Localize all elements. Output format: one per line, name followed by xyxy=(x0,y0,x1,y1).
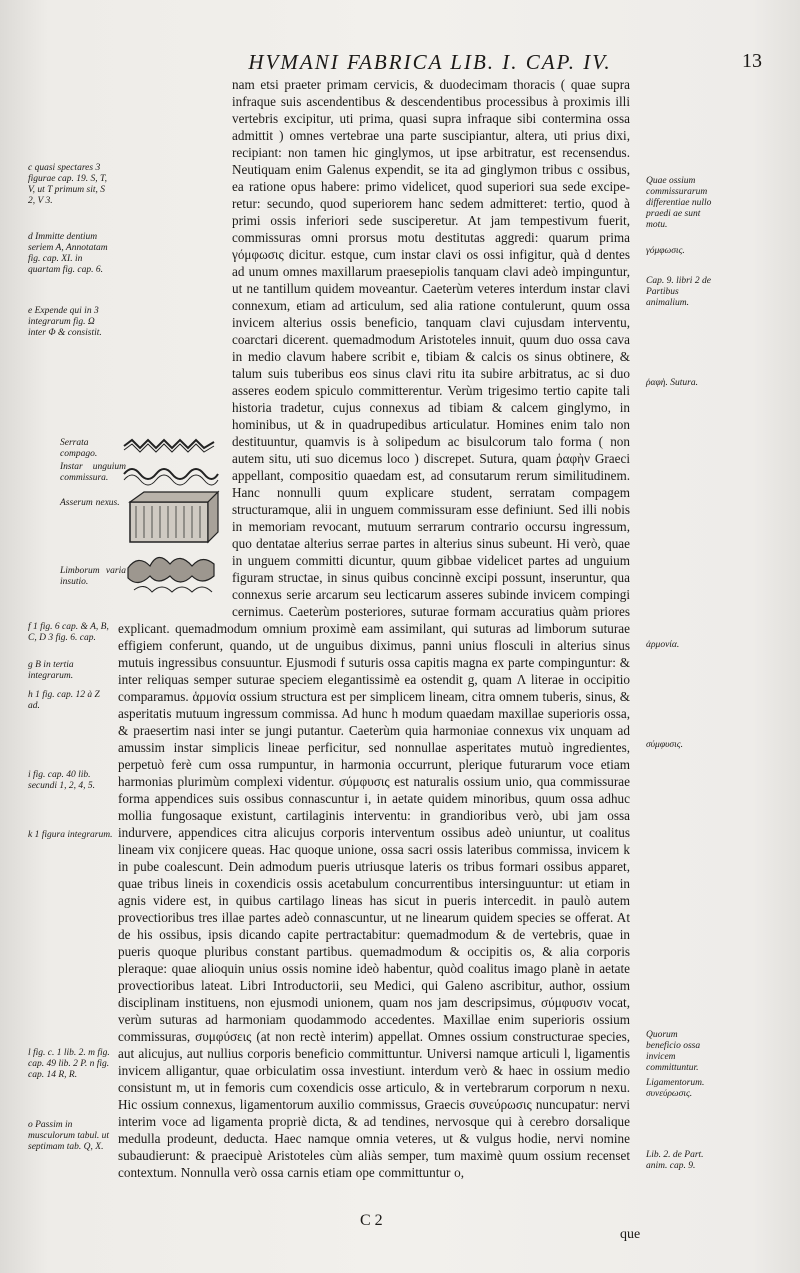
catchword: que xyxy=(620,1227,641,1242)
margin-note: ῥαφὴ. Sutura. xyxy=(646,378,698,388)
margin-note: Quorum beneficio ossa invicem committuntur. xyxy=(646,1030,701,1073)
margin-note: k 1 figura integrarum. xyxy=(28,830,113,840)
figure-caption-limborum: Limborum varia insutio. xyxy=(60,566,126,587)
margin-note: o Passim in musculorum tabul. ut septimam tab. Q, X. xyxy=(28,1120,110,1152)
margin-note: γόμφωσις. xyxy=(646,246,685,256)
figure-caption-unguium: Instar unguium commissura. xyxy=(60,462,126,483)
body-paragraph: nam etsi praeter primam cervicis, & duodecimam thoracis ( quae supra infraque suis ascendentibus & descendentibus processibus à proximis illi vertebris excipitur, uti prima, quasi supra infraque sibi contermina ossa admittit ) omnes vertebrae una parte suscipiantur, altera, uti prius dixi, recipiant: non tamen hic ginglymos, ut ipse arbitratur, est recensendus. Neutiquam enim Galenus expendit, se ita ad ginglymon tribus c ossibus, ea ratione opus habere: primo videlicet, quod superiori sua sede excipe- retur: secundo, quod superiorem hanc sedem admitteret: tertio, quod à primi ossis inferiori sede susciperetur. At jam tempestivum fuerit, commissuras omni prorsus motu destitutas aggredi: quarum prima γόμφωσις dicitur. estque, cum instar clavi os ossi infigitur, quà d dentes ad unum omnes maxillarum praesepiolis tanquam clavi adeò impinguntur, ut ne tantillum quidem moveantur. Caeterùm veteres interdum instar clavi connexum, etiam ad articulum, sed alia ratione contulerunt, quum ossa invicem alterius ossis beneficio, tanquam clavi cujusdam interventu, coarctari dicerent. quemadmodum Aristoteles innuit, quum duo ossa cava in medio clavum habere scribit e, tibiam & calcis os sinus obtinere, & talum suis tuberibus eos sinus clavi ritu ita subire arbitratus, ac si duo asseres eodem spiculo committerentur. Verùm trigesimo tertio capite tali historia tradetur, cujus connexus ad tibiam & calcem ginglymo, in hominibus, ut & in quadrupedibus articulatur. Homines enim talo non destituuntur, quamvis is à solipedum ac bisulcorum talo forma ( non autem situ, uti suo dicemus loco ) discrepet. Sutura, quam ῥαφὴν Graeci appellant, compositio quaedam est, ad consutarum rerum similitudinem. Hanc nonnulli quum explicare student, serratam compagem structuramque, alii in unguem commissuram esse definiunt. Sed illi nobis in memoriam revocant, mutuum serrarum contrario occursu ingressum, quo dentatae alterius serrae partes in alterius sinus subeunt. Hi verò, quae in unguem committi dicuntur, quum gibbae videlicet partes ad unguium figuram structae, in sinus quibus concinnè excipi possunt, inseruntur, qua connexus serie arcarum seu lecticarum asseres subinde invicem compingi cernimus. Caeterùm posteriores, suturae formam accuratius quàm priores explicant. quemadmodum omnium proximè eam assimilant, qui suturas ad limborum suturae effigiem conferunt, quando, ut de unguibus diximus, panni unius flosculi in alterius sinus mutuis ingressibus consuuntur. Ejusmodi f suturis ossa capitis magna ex parte compinguntur: & inter reliquas semper suturae speciem elegantissimè ea ostendit g, quam Λ literae in occipitio comparamus. ἁρμονία ossium structura est per simplicem lineam, citra omnem tuberis, sinus, & asperitatis mutuum ingressum commissa. Ad hunc h modum quaedam maxillae superioris ossa, & praesertim nasi inter se jungi putantur. Caeterùm quia harmoniae connexus vix unquam ad amussim instar simplicis lineae perficitur, sed nonnullae asperitates mutuò ingredientes, perpetuò ferè cum ossa rumpuntur, in harmonia occurrunt, plerique futurarum voce etiam harmonias plurimùm complexi videntur. σύμφυσις est naturalis ossium unio, qua commissurae forma appendices suis ossibus connascuntur i, in aetate quidem minoribus, quum ossa adhuc mollia fungosaque existunt, cartilaginis interventu: in grandioribus verò, ubi jam ossa indurvere, appendices citra alicujus corporis interventum ossibus adeò uniuntur, ut coalitus lineam vix conjicere queas. Hac quoque unione, ossa sacri ossis lateribus commissa, invicem k in pube coalescunt. Dein admodum pueris utriusque lateris os tribus formari ossibus apparet, quae tribus lineis in coxendicis ossis acetabulum concurrentibus intersinguuntur: ut etiam in agnis videre est, in quibus cartilago lineas has sicut in pueris intercedit. in paulò autem provectioribus tres illae partes adeò connascuntur, ut ne linearum quidem species se offerat. At de his ossibus, ipsis dicando capite pertractabitur: quemadmodum & de vertebris, quae in pueris quoque pluribus constant partibus. quemadmodum & occipitis os, & alia corporis pleraque: quae alioquin unius ossis nomine ideò habentur, quòd coalitus imago planè in aetate provectioribus lateat. Libri Introductorii, seu Medici, qui Galeno ascribitur, author, ossium disciplinam instituens, non ejusmodi unionem, quam nos jam descripsimus, σύμφυσιν vocat, verùm suturas ad harmoniam quodammodo accedentes. Maxillae enim superioris ossium commissuras, συμφύσεις (at non rectè interim) appellat. Omnes ossium constructurae species, aut alicujus, aut nullius corporis beneficio committuntur. Universi namque articuli l, ligamentis invicem alligantur, quae orbiculatim ossa investiunt. interdum verò & haec in ossium medio consistunt m, ut in femoris cum coxendicis osse articulo, & in vertebrarum corporum n nexu. Hic ossium connexus, ligamentorum auxilio commissus, Graecis συνεύρωσις nuncupatur: nervi interim voce ad ligamenta propriè dicta, & ad tendines, nervosque qui à cerebro dorsalique medulla prodeunt, deducta. Haec namque omnia veteres, ut & vulgus hodie, nervi nomine subaudierunt: & praecipuè Aristoteles cùm aliàs semper, tum maximè quum ossium recenset contextum. Nonnulla verò ossa carnis etiam ope committuntur o, xyxy=(118,77,630,1180)
figure-caption-serrata: Serrata compago. xyxy=(60,438,98,459)
suture-engraving-icon xyxy=(122,436,220,606)
margin-note: Cap. 9. libri 2 de Partibus animalium. xyxy=(646,276,711,308)
margin-note: i fig. cap. 40 lib. secundi 1, 2, 4, 5. xyxy=(28,770,96,791)
margin-note: σύμφυσις. xyxy=(646,740,683,750)
margin-note: ἁρμονία. xyxy=(646,640,680,650)
margin-note: Ligamentorum. συνεύρωσις. xyxy=(646,1078,705,1099)
page-number: 13 xyxy=(742,50,762,72)
margin-note: Quae ossium commissurarum differentiae nullo praedi ae sunt motu. xyxy=(646,176,712,230)
margin-note: d Immitte dentium seriem A, Annotatam fig. cap. XI. in quartam fig. cap. 6. xyxy=(28,232,108,275)
margin-note: c quasi spectares 3 figurae cap. 19. S, T, V, ut T primum sit, S 2, V 3. xyxy=(28,163,107,206)
figure-caption-asserum: Asserum nexus. xyxy=(60,498,120,508)
margin-note: g B in tertia integrarum. xyxy=(28,660,74,681)
suture-figure xyxy=(60,436,220,611)
signature-mark: C 2 xyxy=(360,1212,383,1229)
margin-note: l fig. c. 1 lib. 2. m fig. cap. 49 lib. 2 P. n fig. cap. 14 R, R. xyxy=(28,1048,110,1080)
margin-note: Lib. 2. de Part. anim. cap. 9. xyxy=(646,1150,704,1171)
margin-note: h 1 fig. cap. 12 à Z ad. xyxy=(28,690,100,711)
margin-note: e Expende qui in 3 integrarum fig. Ω inter Φ & consistit. xyxy=(28,306,102,338)
running-head: HVMANI FABRICA LIB. I. CAP. IV. xyxy=(248,50,612,74)
margin-note: f 1 fig. 6 cap. & A, B, C, D 3 fig. 6. cap. xyxy=(28,622,109,643)
